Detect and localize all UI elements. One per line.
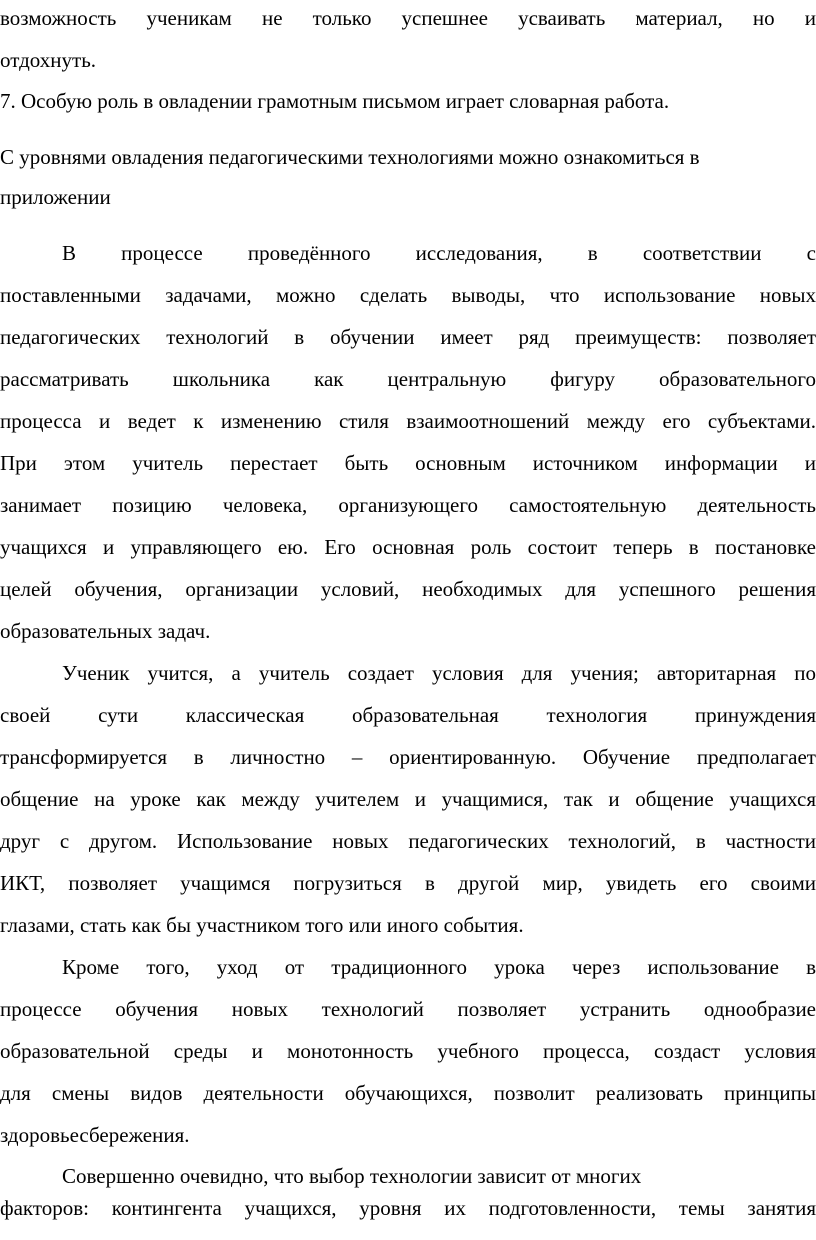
text-line: процессе обучения новых технологий позволяет устранить однообразие	[0, 997, 816, 1021]
paragraph-start: Кроме того, уход от традиционного урока через использование в	[62, 955, 816, 979]
text-line: глазами, стать как бы участником того или иного события.	[0, 913, 524, 937]
text-line: факторов: контингента учащихся, уровня их подготовленности, темы занятия	[0, 1196, 816, 1220]
text-line: своей сути классическая образовательная технология принуждения	[0, 703, 816, 727]
text-line: приложении	[0, 185, 111, 209]
text-line: друг с другом. Использование новых педагогических технологий, в частности	[0, 829, 816, 853]
text-line: отдохнуть.	[0, 48, 97, 72]
text-line: педагогических технологий в обучении имеет ряд преимуществ: позволяет	[0, 325, 816, 349]
text-line: целей обучения, организации условий, необходимых для успешного решения	[0, 577, 816, 601]
text-line: учащихся и управляющего ею. Его основная роль состоит теперь в постановке	[0, 535, 816, 559]
paragraph-start: Совершенно очевидно, что выбор технологии зависит от многих	[62, 1164, 642, 1188]
text-line: процесса и ведет к изменению стиля взаимоотношений между его субъектами.	[0, 409, 816, 433]
text-line: рассматривать школьника как центральную фигуру образовательного	[0, 367, 816, 391]
text-line: трансформируется в личностно – ориентированную. Обучение предполагает	[0, 745, 816, 769]
text-line: общение на уроке как между учителем и учащимися, так и общение учащихся	[0, 787, 816, 811]
text-line: поставленными задачами, можно сделать выводы, что использование новых	[0, 283, 816, 307]
text-line: для смены видов деятельности обучающихся, позволит реализовать принципы	[0, 1081, 816, 1105]
numbered-item-7: 7. Особую роль в овладении грамотным письмом играет словарная работа.	[0, 89, 670, 113]
text-line: С уровнями овладения педагогическими технологиями можно ознакомиться в	[0, 145, 700, 169]
text-line: здоровьесбережения.	[0, 1123, 190, 1147]
text-line: образовательной среды и монотонность учебного процесса, создаст условия	[0, 1039, 816, 1063]
text-line: ИКТ, позволяет учащимся погрузиться в другой мир, увидеть его своими	[0, 871, 816, 895]
text-line: возможность ученикам не только успешнее усваивать материал, но и	[0, 6, 816, 30]
text-line: занимает позицию человека, организующего самостоятельную деятельность	[0, 493, 816, 517]
paragraph-start: Ученик учится, а учитель создает условия для учения; авторитарная по	[62, 661, 816, 685]
paragraph-start: В процессе проведённого исследования, в соответствии с	[62, 241, 816, 265]
text-line: При этом учитель перестает быть основным источником информации и	[0, 451, 816, 475]
text-line: образовательных задач.	[0, 619, 211, 643]
